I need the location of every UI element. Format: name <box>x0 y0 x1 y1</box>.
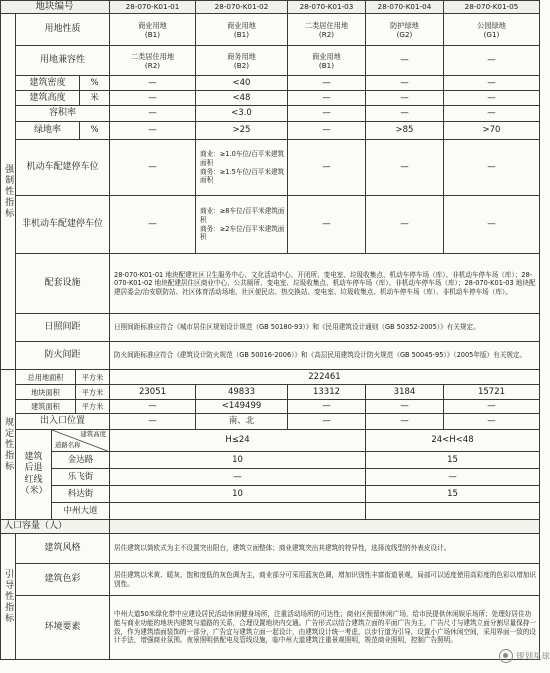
block-area-label: 地块面积 <box>16 385 76 400</box>
style-label: 建筑风格 <box>16 534 110 564</box>
bike-parking-5: — <box>444 196 540 254</box>
bike-parking-4: — <box>366 196 444 254</box>
block-id-4: 28-070-K01-04 <box>366 0 444 14</box>
far-5: — <box>444 106 540 122</box>
sunlight-label: 日照间距 <box>16 314 110 342</box>
height-5: — <box>444 91 540 106</box>
compatibility-3: 商业用地 (B1) <box>288 46 366 76</box>
land-use-4: 防护绿地 (G2) <box>366 14 444 46</box>
bike-parking-1: — <box>110 196 196 254</box>
floor-area-5: — <box>444 400 540 414</box>
entrance-2: 南、北 <box>196 414 288 430</box>
block-id-5: 28-070-K01-05 <box>444 0 540 14</box>
block-area-1: 23051 <box>110 385 196 400</box>
total-land-unit: 平方米 <box>76 370 110 385</box>
population-label: 人口容量（人） <box>0 520 110 534</box>
height-3: — <box>288 91 366 106</box>
motor-parking-1: — <box>110 140 196 196</box>
bike-parking-2: 商业：≥8车位/百平米建筑面积 商务：≥2车位/百平米建筑面积 <box>196 196 288 254</box>
block-area-2: 49833 <box>196 385 288 400</box>
facilities-label: 配套设施 <box>16 254 110 314</box>
section-guidance: 引导性指标 <box>0 534 16 660</box>
density-5: — <box>444 76 540 91</box>
bike-parking-3: — <box>288 196 366 254</box>
height-label: 建筑高度 <box>16 91 80 106</box>
height-4: — <box>366 91 444 106</box>
motor-parking-5: — <box>444 140 540 196</box>
floor-area-2: <149499 <box>196 400 288 414</box>
road-low-3: 10 <box>110 486 366 503</box>
green-1: — <box>110 122 196 140</box>
compatibility-4: — <box>366 46 444 76</box>
total-land-label: 总用地面积 <box>16 370 76 385</box>
sunlight-text: 日照间距标准应符合《城市居住区规划设计规范（GB 50180-93）》和《民用建筑设计通则（GB 50352-2005）》有关规定。 <box>110 314 540 342</box>
watermark <box>470 646 550 666</box>
compatibility-2: 商务用地 (B2) <box>196 46 288 76</box>
color-label: 建筑色彩 <box>16 564 110 596</box>
land-use-5: 公园绿地 (G1) <box>444 14 540 46</box>
far-3: — <box>288 106 366 122</box>
density-3: — <box>288 76 366 91</box>
height-1: — <box>110 91 196 106</box>
compatibility-1: 二类居住用地 (R2) <box>110 46 196 76</box>
total-land-value: 222461 <box>110 370 540 385</box>
road-name-4: 中州大道 <box>52 503 110 520</box>
road-mid-4 <box>366 503 540 520</box>
road-name-2: 乐飞街 <box>52 469 110 486</box>
block-id-3: 28-070-K01-03 <box>288 0 366 14</box>
entrance-4: — <box>366 414 444 430</box>
green-5: >70 <box>444 122 540 140</box>
setback-h-low: H≤24 <box>110 430 366 452</box>
land-use-2: 商业用地 (B1) <box>196 14 288 46</box>
green-label: 绿地率 <box>16 122 80 140</box>
green-3: — <box>288 122 366 140</box>
motor-parking-4: — <box>366 140 444 196</box>
block-id-2: 28-070-K01-02 <box>196 0 288 14</box>
color-text: 居住建筑以米黄、暖灰、饱和度低的灰色调为主，商业部分可采用蓝灰色调，增加识别性丰富街道景观，局部可以适度使用高彩度的色彩以增加识别性。 <box>110 564 540 596</box>
setback-h-mid: 24<H<48 <box>366 430 540 452</box>
corner-diagonal <box>52 430 110 452</box>
corner-bottom-text: 道路名称 <box>55 441 81 450</box>
motor-parking-2: 商业：≥1.0车位/百平米建筑面积 商务：≥1.5车位/百平米建筑面积 <box>196 140 288 196</box>
bike-parking-label: 非机动车配建停车位 <box>16 196 110 254</box>
floor-area-3: — <box>288 400 366 414</box>
green-4: >85 <box>366 122 444 140</box>
style-text: 居住建筑以简欧式为主不设置突出阳台，建筑立面整体；商业建筑突出其建筑的特异性，选择流线型的外表皮设计。 <box>110 534 540 564</box>
density-unit: % <box>80 76 110 91</box>
environment-text: 中州大道50米绿化带中应建设居民活动休闲健身场所，注重活动场所的可达性；商业区预留休闲广场，给市民提供休闲娱乐场所；处理好居住功能与商业功能的地块内建筑与道路的关系，合理设置地块内交通。广告形式以结合建筑立面的平面广告为主，广告尺寸与建筑立面分割尽量保持一致，作为建筑墙面装饰的一部分，广告宜与建筑立面一起设计，由建筑设计统一考虑，以步行道为引导，设置小广场休闲空间，采用界面一致的设计手法，增强商业氛围。夜景照明供配电及管线设施，临中州大道建筑注重景观照明，规范商业照明，控制广告照明。 <box>110 596 540 660</box>
header-label: 地块编号 <box>0 0 110 14</box>
fire-label: 防火间距 <box>16 342 110 370</box>
motor-parking-label: 机动车配建停车位 <box>16 140 110 196</box>
far-1: — <box>110 106 196 122</box>
height-unit: 米 <box>80 91 110 106</box>
road-low-1: 10 <box>110 452 366 469</box>
watermark-text: 规划星球 <box>515 652 550 662</box>
green-2: >25 <box>196 122 288 140</box>
density-4: — <box>366 76 444 91</box>
block-area-3: 13312 <box>288 385 366 400</box>
motor-parking-3: — <box>288 140 366 196</box>
block-id-1: 28-070-K01-01 <box>110 0 196 14</box>
facilities-text: 28-070-K01-01 地块配建社区卫生服务中心、文化活动中心、开闭所、变电室、垃圾收集点、机动车停车场（库）、非机动车停车场（库）；28-070-K01-02 地块配建居住区商业中心、公共厕所、变电室、垃圾收集点、机动车停车场（库）、非机动车停车场（库）；28-070-K01-03 地块配建居委会/治安联防站、社区体育活动场地、社区便民店、热交换站、变电室、垃圾收集点、机动车停车场（库）、非机动车停车场（库）。 <box>110 254 540 314</box>
land-use-label: 用地性质 <box>16 14 110 46</box>
density-1: — <box>110 76 196 91</box>
watermark-logo-icon <box>499 649 513 663</box>
entrance-1: — <box>110 414 196 430</box>
setback-corner <box>52 430 110 452</box>
section-regulatory: 规定性指标 <box>0 370 16 520</box>
far-4: — <box>366 106 444 122</box>
environment-label: 环境要素 <box>16 596 110 660</box>
road-mid-3: 15 <box>366 486 540 503</box>
height-2: <48 <box>196 91 288 106</box>
compatibility-5: — <box>444 46 540 76</box>
road-mid-2: — <box>366 469 540 486</box>
land-use-3: 二类居住用地 (R2) <box>288 14 366 46</box>
road-low-4 <box>110 503 366 520</box>
road-name-1: 金达路 <box>52 452 110 469</box>
road-name-3: 科达街 <box>52 486 110 503</box>
floor-area-1: — <box>110 400 196 414</box>
land-use-1: 商业用地 (B1) <box>110 14 196 46</box>
entrance-5: — <box>444 414 540 430</box>
compatibility-label: 用地兼容性 <box>16 46 110 76</box>
density-label: 建筑密度 <box>16 76 80 91</box>
section-mandatory: 强制性指标 <box>0 14 16 370</box>
road-low-2: — <box>110 469 366 486</box>
fire-text: 防火间距标准应符合《建筑设计防火规范（GB 50016-2006）》和《高层民用建筑设计防火规范（GB 50045-95）》（2005年版）有关规定。 <box>110 342 540 370</box>
far-2: <3.0 <box>196 106 288 122</box>
block-area-unit: 平方米 <box>76 385 110 400</box>
entrance-3: — <box>288 414 366 430</box>
road-mid-1: 15 <box>366 452 540 469</box>
corner-top-text: 建筑高度 <box>80 430 106 438</box>
floor-area-label: 建筑面积 <box>16 400 76 414</box>
block-area-4: 3184 <box>366 385 444 400</box>
green-unit: % <box>80 122 110 140</box>
floor-area-unit: 平方米 <box>76 400 110 414</box>
entrance-label: 出入口位置 <box>16 414 110 430</box>
floor-area-4: — <box>366 400 444 414</box>
setback-label: 建筑后退红线（米） <box>16 430 52 520</box>
density-2: <40 <box>196 76 288 91</box>
far-label: 容积率 <box>16 106 110 122</box>
population-value <box>110 520 540 534</box>
block-area-5: 15721 <box>444 385 540 400</box>
